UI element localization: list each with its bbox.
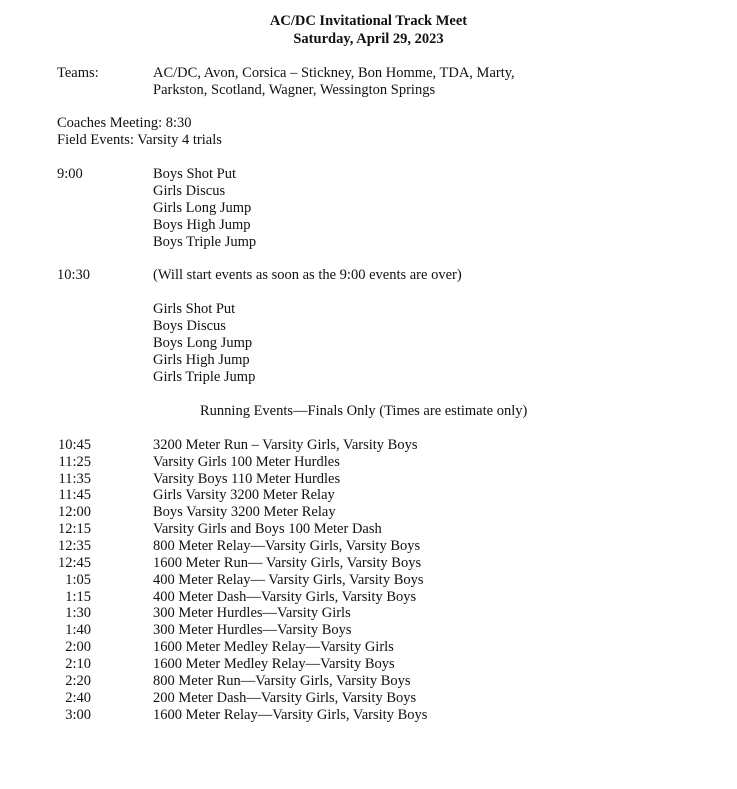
session-2-event: Boys Long Jump [153, 335, 253, 351]
running-event: Girls Varsity 3200 Meter Relay [153, 487, 335, 503]
session-2-event: Girls Triple Jump [153, 369, 256, 385]
running-event: 400 Meter Relay— Varsity Girls, Varsity Boys [153, 572, 424, 588]
teams-list-line-2: Parkston, Scotland, Wagner, Wessington Springs [153, 82, 436, 98]
running-events-heading: Running Events—Finals Only (Times are estimate only) [200, 403, 528, 419]
running-time: 1:05 [65, 572, 91, 588]
running-time: 2:20 [65, 673, 91, 689]
running-time: 12:00 [57, 504, 91, 520]
running-event: 300 Meter Hurdles—Varsity Girls [153, 605, 351, 621]
running-time: 2:00 [65, 639, 91, 655]
running-time: 1:30 [65, 605, 91, 621]
running-event: 300 Meter Hurdles—Varsity Boys [153, 622, 352, 638]
running-time: 11:45 [58, 487, 91, 503]
session-2-note: (Will start events as soon as the 9:00 events are over) [153, 267, 462, 283]
session-1-time: 9:00 [57, 166, 83, 182]
running-time: 3:00 [65, 707, 91, 723]
session-1-event: Boys High Jump [153, 217, 251, 233]
running-time: 11:25 [58, 454, 91, 470]
running-event: 1600 Meter Run— Varsity Girls, Varsity Boys [153, 555, 422, 571]
session-2-time: 10:30 [57, 267, 91, 283]
running-time: 11:35 [58, 471, 91, 487]
coaches-meeting: Coaches Meeting: 8:30 [57, 115, 192, 131]
running-time: 12:45 [57, 555, 91, 571]
running-event: 400 Meter Dash—Varsity Girls, Varsity Boys [153, 589, 417, 605]
running-event: Boys Varsity 3200 Meter Relay [153, 504, 336, 520]
teams-label: Teams: [57, 65, 99, 81]
running-time: 12:15 [57, 521, 91, 537]
running-event: 3200 Meter Run – Varsity Girls, Varsity Boys [153, 437, 418, 453]
session-1-event: Boys Triple Jump [153, 234, 257, 250]
running-event: Varsity Girls and Boys 100 Meter Dash [153, 521, 382, 537]
session-1-event: Girls Discus [153, 183, 226, 199]
field-events-info: Field Events: Varsity 4 trials [57, 132, 222, 148]
running-event: 1600 Meter Medley Relay—Varsity Boys [153, 656, 395, 672]
session-1-event: Girls Long Jump [153, 200, 252, 216]
running-event: Varsity Girls 100 Meter Hurdles [153, 454, 340, 470]
running-time: 1:15 [65, 589, 91, 605]
session-2-event: Boys Discus [153, 318, 226, 334]
running-time: 2:10 [65, 656, 91, 672]
running-time: 10:45 [57, 437, 91, 453]
running-event: 800 Meter Run—Varsity Girls, Varsity Boys [153, 673, 411, 689]
document-date: Saturday, April 29, 2023 [293, 31, 444, 47]
session-2-event: Girls High Jump [153, 352, 250, 368]
running-event: 1600 Meter Medley Relay—Varsity Girls [153, 639, 394, 655]
running-time: 2:40 [65, 690, 91, 706]
teams-list-line-1: AC/DC, Avon, Corsica – Stickney, Bon Homme, TDA, Marty, [153, 65, 515, 81]
document-title: AC/DC Invitational Track Meet [269, 13, 468, 29]
running-time: 1:40 [65, 622, 91, 638]
running-event: Varsity Boys 110 Meter Hurdles [153, 471, 341, 487]
running-event: 1600 Meter Relay—Varsity Girls, Varsity Boys [153, 707, 428, 723]
running-time: 12:35 [57, 538, 91, 554]
running-event: 800 Meter Relay—Varsity Girls, Varsity Boys [153, 538, 421, 554]
running-event: 200 Meter Dash—Varsity Girls, Varsity Boys [153, 690, 417, 706]
session-2-event: Girls Shot Put [153, 301, 236, 317]
session-1-event: Boys Shot Put [153, 166, 236, 182]
